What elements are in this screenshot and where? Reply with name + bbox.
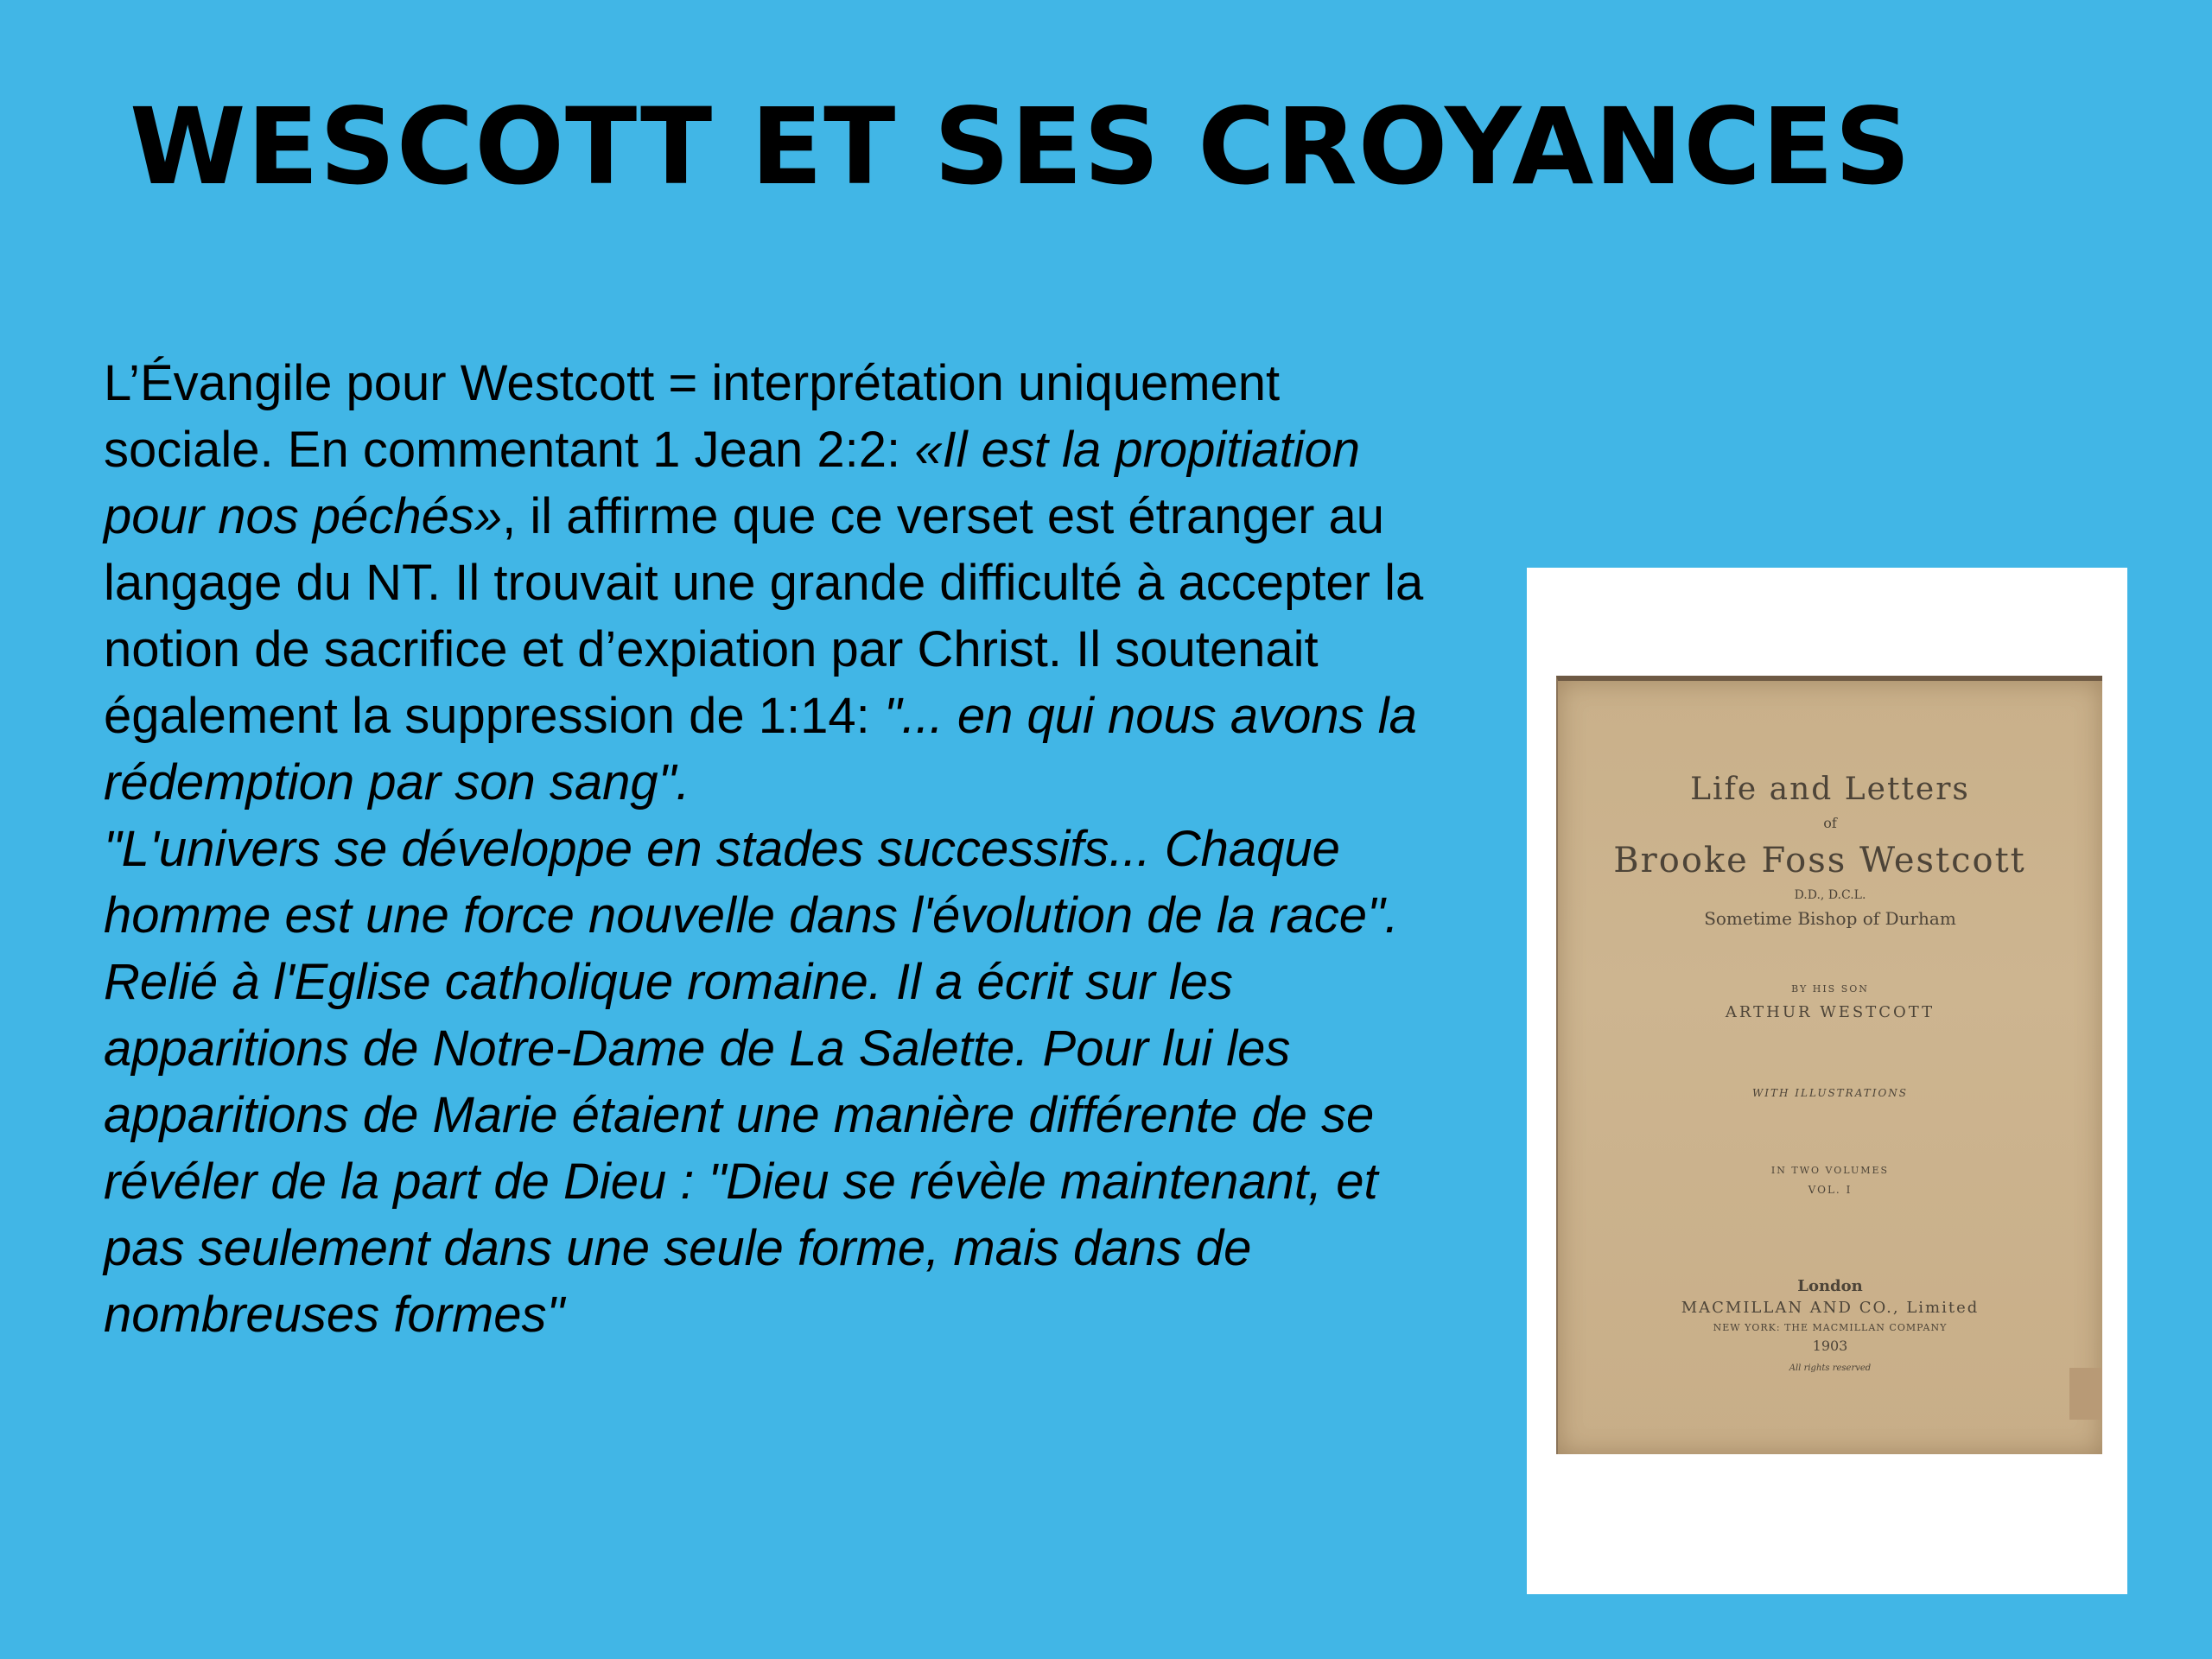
paragraph-2	[104, 816, 1452, 949]
slide-title: WESCOTT ET SES CROYANCES	[130, 86, 1912, 208]
book-line: All rights reserved	[1789, 1363, 1872, 1373]
book-line: WITH ILLUSTRATIONS	[1751, 1087, 1909, 1099]
paragraph-1-text-b: , il affirme que ce verset est étranger au langage du NT. Il trouvait une grande difficulté à accepter la notion de sacrifice et d’expiation par Christ. Il soutenait également la suppression de 1:14:	[104, 488, 1424, 744]
paragraph-1-text-a: L’Évangile pour Westcott = interprétation uniquement sociale. En commentant 1 Jean 2:2:	[104, 355, 1281, 478]
book-line: Brooke Foss Westcott	[1613, 841, 2026, 880]
book-line: Life and Letters	[1690, 772, 1970, 807]
paragraph-1	[104, 350, 1452, 816]
paragraph-3-text: Relié à l'Eglise catholique romaine. Il a écrit sur les apparitions de Notre-Dame de La Salette. Pour lui les apparitions de Marie étaient une manière différente de se révéler de la part de Dieu : "Dieu se révèle maintenant, et pas seulement dans une seule forme, mais dans de nombreuses formes"	[104, 954, 1378, 1343]
book-line: Sometime Bishop of Durham	[1704, 908, 1956, 929]
slide-body	[104, 350, 1452, 1348]
book-line: MACMILLAN AND CO., Limited	[1681, 1299, 1980, 1317]
book-line: IN TWO VOLUMES	[1770, 1165, 1890, 1176]
book-line: VOL. I	[1808, 1184, 1853, 1196]
book-line: of	[1823, 815, 1837, 831]
paragraph-1-quote-2: "... en qui nous avons la rédemption par son sang".	[104, 688, 1417, 810]
paragraph-1-quote: «Il est la propitiation pour nos péchés»	[104, 422, 1361, 544]
book-photo-frame	[1527, 568, 2127, 1594]
paragraph-2-quote: "L'univers se développe en stades successifs... Chaque homme est une force nouvelle dans l'évolution de la race".	[104, 821, 1399, 944]
book-line: 1903	[1812, 1338, 1848, 1354]
paragraph-3	[104, 949, 1452, 1348]
book-title-page-photo	[1556, 676, 2102, 1454]
book-line: BY HIS SON	[1791, 983, 1869, 995]
book-line: London	[1797, 1277, 1863, 1295]
page-edge	[2069, 1368, 2102, 1420]
book-line: D.D., D.C.L.	[1794, 888, 1866, 902]
book-line: NEW YORK: THE MACMILLAN COMPANY	[1713, 1322, 1948, 1333]
book-line: ARTHUR WESTCOTT	[1725, 1003, 1936, 1021]
